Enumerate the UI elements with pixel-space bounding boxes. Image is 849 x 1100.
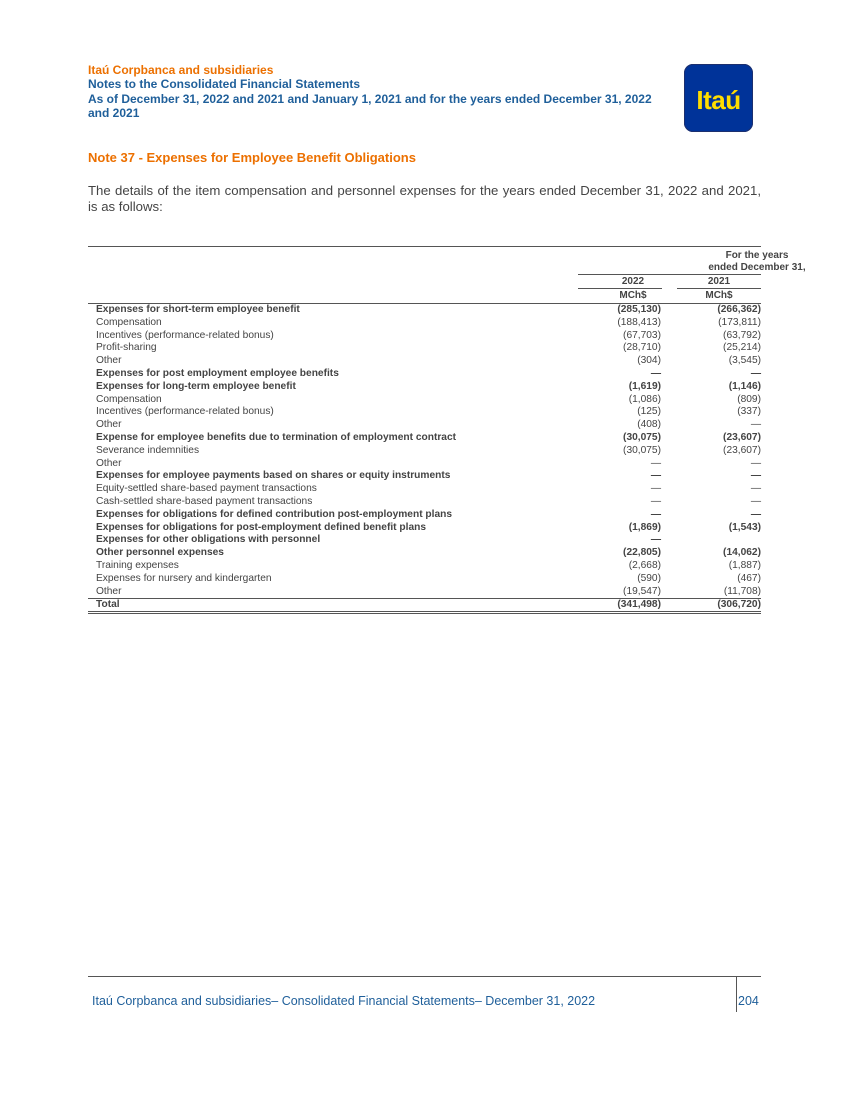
page-number: 204	[738, 994, 759, 1008]
table-row	[88, 496, 761, 509]
row-value-2022: (188,413)	[617, 316, 661, 328]
row-value-2022: (30,075)	[623, 444, 661, 456]
row-label: Expenses for long-term employee benefit	[96, 380, 296, 392]
period-header-line-2: ended December 31,	[708, 262, 806, 273]
row-label: Expense for employee benefits due to termination of employment contract	[96, 431, 457, 443]
row-value-2021: (11,708)	[723, 585, 761, 597]
table-row	[88, 522, 761, 535]
row-label: Compensation	[96, 316, 162, 328]
row-label: Equity-settled share-based payment transactions	[96, 483, 317, 495]
unit-2022: MCh$	[619, 290, 647, 301]
table-row	[88, 445, 761, 458]
table-row	[88, 368, 761, 381]
row-value-2022: (28,710)	[623, 342, 661, 354]
table-row	[88, 432, 761, 445]
note-intro: The details of the item compensation and personnel expenses for the years ended December 31, 2022 and 2021, is as follows:	[88, 183, 761, 214]
row-value-2021: —	[750, 508, 761, 520]
itau-logo	[684, 64, 753, 132]
row-label: Other	[96, 457, 122, 469]
table-body	[88, 303, 761, 598]
row-label: Expenses for other obligations with personnel	[96, 534, 321, 546]
document-subtitle: Notes to the Consolidated Financial Statements	[88, 77, 361, 91]
header-rule	[578, 274, 761, 275]
row-value-2022: (22,805)	[623, 547, 661, 559]
row-value-2022: (19,547)	[623, 585, 661, 597]
row-value-2021: (3,545)	[728, 355, 761, 367]
row-value-2021: —	[750, 457, 761, 469]
row-value-2021: (25,214)	[723, 342, 761, 354]
row-value-2022: —	[650, 457, 661, 469]
period-header-line-1: For the years	[725, 250, 789, 261]
row-label: Other	[96, 355, 122, 367]
footer-rule	[88, 976, 761, 977]
row-value-2021: (1,887)	[728, 559, 761, 571]
total-row	[88, 598, 761, 614]
row-value-2021: (23,607)	[723, 431, 761, 443]
footer-separator	[736, 976, 737, 1012]
row-value-2022: (2,668)	[628, 559, 661, 571]
table-row	[88, 586, 761, 599]
row-value-2022: —	[650, 495, 661, 507]
logo-text: Itaú	[696, 84, 741, 115]
row-value-2021: (173,811)	[718, 316, 761, 328]
row-value-2021: —	[750, 470, 761, 482]
row-value-2021: (14,062)	[723, 547, 761, 559]
row-label: Cash-settled share-based payment transactions	[96, 495, 313, 507]
table-row	[88, 304, 761, 317]
table-row	[88, 394, 761, 407]
row-label: Training expenses	[96, 559, 179, 571]
row-label: Compensation	[96, 393, 162, 405]
year-2021-header: 2021	[707, 276, 731, 287]
row-value-2021: —	[750, 367, 761, 379]
year-2021-rule	[677, 288, 761, 289]
row-value-2022: (125)	[637, 406, 661, 418]
row-value-2021: (809)	[737, 393, 761, 405]
table-row	[88, 470, 761, 483]
table-row	[88, 406, 761, 419]
table-row	[88, 317, 761, 330]
row-value-2021: —	[750, 419, 761, 431]
row-label: Other	[96, 419, 122, 431]
row-label: Incentives (performance-related bonus)	[96, 329, 274, 341]
row-label: Expenses for employee payments based on shares or equity instruments	[96, 470, 451, 482]
table-row	[88, 381, 761, 394]
row-value-2021: (63,792)	[723, 329, 761, 341]
unit-2021: MCh$	[705, 290, 733, 301]
total-2021: (306,720)	[717, 599, 761, 611]
row-value-2022: (1,869)	[628, 521, 661, 533]
row-label: Expenses for obligations for post-employment defined benefit plans	[96, 521, 426, 533]
table-row	[88, 330, 761, 343]
row-value-2022: (1,619)	[628, 380, 661, 392]
row-label: Other	[96, 585, 122, 597]
row-value-2022: (67,703)	[623, 329, 661, 341]
row-label: Expenses for nursery and kindergarten	[96, 572, 272, 584]
row-value-2022: (590)	[637, 572, 661, 584]
row-value-2022: —	[650, 470, 661, 482]
note-title: Note 37 - Expenses for Employee Benefit Obligations	[88, 150, 416, 165]
footer-text: Itaú Corpbanca and subsidiaries– Consolidated Financial Statements– December 31, 2022	[92, 994, 596, 1008]
row-value-2021: (337)	[737, 406, 761, 418]
table-column-header	[88, 247, 806, 303]
row-value-2022: (30,075)	[623, 431, 661, 443]
table-row	[88, 483, 761, 496]
table-row	[88, 458, 761, 471]
company-name: Itaú Corpbanca and subsidiaries	[88, 63, 274, 77]
document-header	[88, 63, 688, 121]
row-label: Expenses for short-term employee benefit	[96, 304, 300, 315]
row-value-2021: —	[750, 483, 761, 495]
total-label: Total	[96, 599, 120, 611]
table-row	[88, 509, 761, 522]
period-header	[666, 250, 848, 274]
row-value-2021: (1,146)	[728, 380, 761, 392]
row-value-2022: —	[650, 367, 661, 379]
table-row	[88, 342, 761, 355]
table-row	[88, 419, 761, 432]
table-row	[88, 560, 761, 573]
row-label: Severance indemnities	[96, 444, 200, 456]
expenses-table	[88, 246, 806, 614]
total-2022: (341,498)	[617, 599, 661, 611]
row-label: Other personnel expenses	[96, 547, 224, 559]
row-value-2022: (285,130)	[617, 304, 661, 315]
period-line-1: As of December 31, 2022 and 2021 and January 1, 2021 and for the years ended December 31, 2022	[88, 91, 652, 106]
row-value-2022: (304)	[637, 355, 661, 367]
table-row	[88, 355, 761, 368]
row-label: Expenses for obligations for defined contribution post-employment plans	[96, 508, 453, 520]
row-value-2021: (266,362)	[717, 304, 761, 315]
table-row	[88, 534, 761, 547]
year-2022-rule	[578, 288, 662, 289]
table-row	[88, 573, 761, 586]
row-value-2021: —	[750, 495, 761, 507]
row-value-2022: (408)	[637, 419, 661, 431]
year-2022-header: 2022	[621, 276, 645, 287]
row-label: Expenses for post employment employee benefits	[96, 367, 339, 379]
row-value-2021: (1,543)	[728, 521, 761, 533]
row-label: Incentives (performance-related bonus)	[96, 406, 274, 418]
row-value-2022: —	[650, 534, 661, 546]
row-value-2022: (1,086)	[628, 393, 661, 405]
row-value-2021: (23,607)	[723, 444, 761, 456]
row-value-2021: (467)	[737, 572, 761, 584]
row-label: Profit-sharing	[96, 342, 157, 354]
table-row	[88, 547, 761, 560]
period-line-2: and 2021	[88, 106, 140, 120]
row-value-2022: —	[650, 483, 661, 495]
row-value-2022: —	[650, 508, 661, 520]
